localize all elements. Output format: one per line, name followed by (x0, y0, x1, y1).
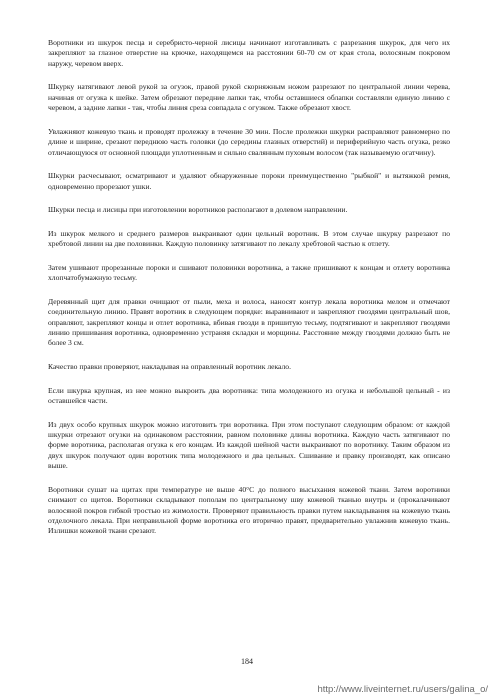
paragraph: Воротники из шкурок песца и серебристо-черной лисицы начинают изготавливать с разрезания шкурок, для чего их закрепляют за глазное отверстие на крючке, находящемся на расстоянии 60-70 см от края стола, волосяным покровом наружу, черевом вверх. (48, 38, 450, 68)
paragraph: Деревянный щит для правки очищают от пыли, меха и волоса, наносят контур лекала воротника мелом и отмечают соединительную линию. Правят воротник в следующем порядке: выравнивают и закрепляют гвоздями центральный шов, оправляют, закрепляют концы и отлет воротника, вбивая гвозди в пришитую тесьму, подтягивают и закрепляют гвоздями линию пришивания воротника, одновременно устраняя складки и морщины. Расстояние между гвоздями должно быть не более 3 см. (48, 296, 450, 348)
paragraph: Воротники сушат на щитах при температуре не выше 40°С до полного высыхания кожевой ткани. Затем воротники снимают со щитов. Воротники складывают пополам по центральному шву кожевой тканью внутрь и (прокалачивают волосяной покров гибкой тростью из жимолости. Проверяют правильность правки путем накладывания на кожевую ткань отделочного лекала. При неправильной форме воротника его вторично правят, предварительно увлажнив кожевую ткань. Излишки кожевой ткани срезают. (48, 484, 450, 536)
paragraph: Увлажняют кожевую ткань и проводят пролежку в течение 30 мин. После пролежки шкурки расправляют равномерно по длине и ширине, срезают переднюю часть головки (до середины глазных отверстий) и периферийную часть огузка, резко отличающуюся от основной площади уплотненным и сильно свалянным пуховым волосом (так называемую огатчину). (48, 126, 450, 157)
paragraph: Шкурки расчесывают, осматривают и удаляют обнаруженные пороки преимущественно "рыбкой" и вытяжкой ремня, одновременно прорезают ушки. (48, 171, 450, 191)
paragraph: Шкурку натягивают левой рукой за огузок, правой рукой скорняжным ножом разрезают по центральной линии черева, начиная от огузка к шейке. Затем обрезают передние лапки так, чтобы оставшиеся облапки составляли единую линию с черевом, а задние лапки - так, чтобы линия среза совпадала с огузком. Также обрезают хвост. (48, 82, 450, 113)
paragraph: Затем ушивают прорезанные пороки и сшивают половинки воротника, а также пришивают к концам и отлету воротника хлопчатобумажную тесьму. (48, 262, 450, 283)
source-watermark: http://www.liveinternet.ru/users/galina_o/ (317, 684, 488, 695)
paragraph: Шкурки песца и лисицы при изготовлении воротников располагают в долевом направлении. (48, 205, 348, 215)
paragraph: Качество правки проверяют, накладывая на оправленный воротник лекало. (48, 362, 291, 372)
page-body (48, 38, 450, 550)
paragraph: Если шкурка крупная, из нее можно выкроить два воротника: типа молодежного из огузка и небольшой цельный - из оставшейся части. (48, 385, 450, 406)
paragraph: Из шкурок мелкого и среднего размеров выкраивают один цельный воротник. В этом случае шкурку разрезают по хребтовой линии на две половинки. Каждую половинку затягивают по лекалу хребтовой частью к отлету. (48, 228, 450, 249)
page-number: 184 (241, 657, 253, 666)
paragraph: Из двух особо крупных шкурок можно изготовить три воротника. При этом поступают следующим образом: от каждой шкурки отрезают огузки на одинаковом расстоянии, равном половинке длины воротника. Каждую часть затягивают по форме воротника, располагая огузка к его концам. Из каждой шейной части выкраивают по воротнику. Таким образом из двух шкурок получают один воротник типа молодежного и два цельных. Сшивание и правку производят, как описано выше. (48, 419, 450, 471)
